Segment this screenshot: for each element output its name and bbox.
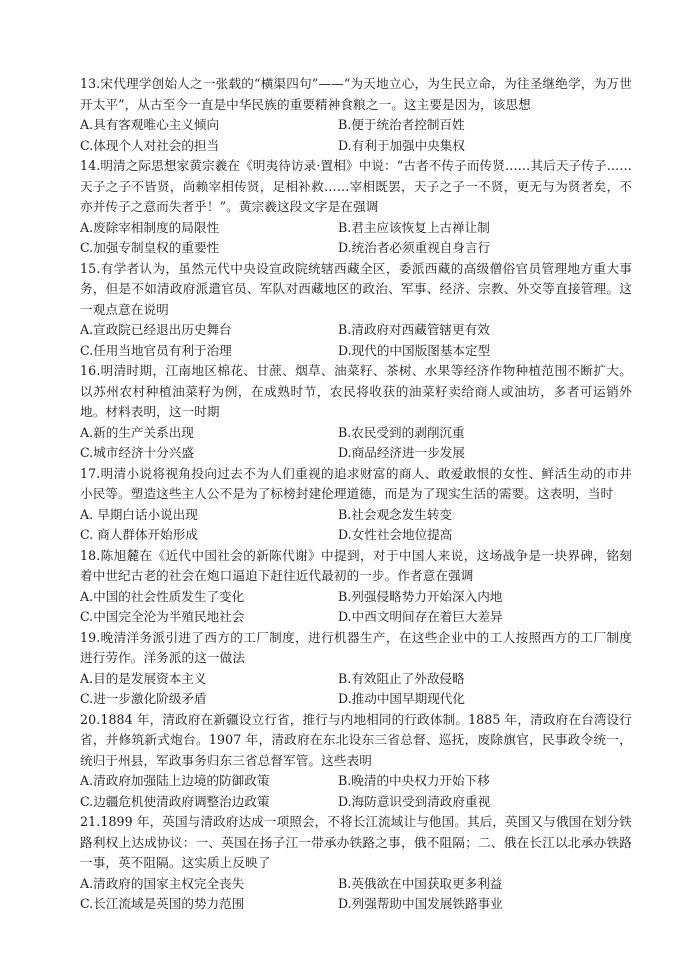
option-c: C.城市经济十分兴盛: [80, 445, 194, 460]
option-a: A.清政府加强陆上边境的防御政策: [80, 773, 270, 788]
option-d: D.统治者必须重视自身言行: [338, 240, 491, 255]
option-c: C.体现个人对社会的担当: [80, 137, 220, 153]
option-c: C.任用当地官员有利于治理: [80, 342, 232, 358]
option-b: B.英俄欲在中国获取更多利益: [338, 875, 503, 891]
option-a: A.中国的社会性质发生了变化: [80, 588, 245, 604]
option-d: D.列强帮助中国发展铁路事业: [338, 896, 503, 911]
question-stem: 19.晚清洋务派引进了西方的工厂制度，进行机器生产，在这些企业中的工人按照西方的工厂制度进行劳作。洋务派的这一做法: [80, 629, 632, 665]
option-a: A.具有客观唯心主义倾向: [80, 117, 220, 132]
options: [80, 115, 632, 156]
option-a: A.清政府的国家主权完全丧失: [80, 875, 245, 891]
option-b: B.有效阻止了外敌侵略: [338, 670, 465, 686]
question-15: [80, 259, 632, 362]
question-stem: 21.1899 年，英国与清政府达成一项照会，不将长江流域让与他国。其后，英国又与俄国在划分铁路利权上达成协议：一、英国在扬子江一带承办铁路之事，俄不阻隔；二、俄在长江以北承办铁路一事，英不阻隔。这实质上反映了: [80, 814, 632, 870]
question-20: [80, 710, 632, 813]
option-a: A. 早期白话小说出现: [80, 506, 198, 522]
question-stem: 14.明清之际思想家黄宗羲在《明夷待访录·置相》中说：“古者不传子而传贤……其后天子传子……天子之子不皆贤，尚赖宰相传贤，足相补救……宰相既罢，天子之子一不贤，更无与为贤者矣，不亦并传子之意而失者乎！”。黄宗羲这段文字是在强调: [80, 158, 632, 214]
question-stem: 18.陈旭麓在《近代中国社会的新陈代谢》中提到，对于中国人来说，这场战争是一块界碑，铭刻着中世纪古老的社会在炮口逼迫下赶往近代最初的一步。作者意在强调: [80, 547, 632, 583]
options: [80, 320, 632, 361]
option-d: D.海防意识受到清政府重视: [338, 793, 491, 809]
question-13: [80, 74, 632, 156]
option-c: C.长江流域是英国的势力范围: [80, 896, 245, 911]
question-16: [80, 361, 632, 464]
option-d: D.现代的中国版图基本定型: [338, 342, 491, 358]
question-stem: 15.有学者认为，虽然元代中央设宣政院统辖西藏全区，委派西藏的高级僧俗官员管理地方重大事务，但是不如清政府派遣官员、军队对西藏地区的政治、军事、经济、宗教、外交等直接管理。这一观点意在说明: [80, 260, 632, 317]
options: [80, 218, 632, 259]
option-d: D.中西文明间存在着巨大差异: [338, 609, 503, 624]
options: [80, 423, 632, 464]
options: [80, 669, 632, 710]
options: [80, 505, 632, 546]
question-17: [80, 464, 632, 546]
options: [80, 587, 632, 628]
option-d: D.商品经济进一步发展: [338, 445, 465, 460]
option-b: B.晚清的中央权力开始下移: [338, 773, 490, 788]
question-stem: 20.1884 年，清政府在新疆设立行省，推行与内地相同的行政体制。1885 年，清政府在台湾设行省，并修筑新式炮台。1907 年，清政府在东北设东三省总督、巡抚，废除旗官，民事政令统一，统归于州县，军政事务归东三省总督军管。这些表明: [80, 711, 632, 768]
option-a: A.目的是发展资本主义: [80, 670, 207, 686]
option-d: D.女性社会地位提高: [338, 527, 453, 542]
option-d: D.推动中国早期现代化: [338, 691, 465, 706]
option-a: A.废除宰相制度的局限性: [80, 219, 220, 235]
question-stem: 13.宋代理学创始人之一张载的“横渠四句”——“为天地立心，为生民立命，为往圣继绝学，为万世开太平”，从古至今一直是中华民族的重要精神食粮之一。这主要是因为，该思想: [80, 76, 632, 112]
option-c: C.加强专制皇权的重要性: [80, 240, 220, 255]
option-b: B.农民受到的剥削沉重: [338, 424, 465, 440]
option-b: B.清政府对西藏管辖更有效: [338, 322, 490, 337]
question-21: [80, 812, 632, 915]
option-d: D.有利于加强中央集权: [338, 137, 465, 153]
option-b: B.君主应该恢复上古禅让制: [338, 219, 490, 235]
question-14: [80, 156, 632, 259]
option-b: B.便于统治者控制百姓: [338, 117, 465, 132]
options: [80, 874, 632, 915]
option-a: A.新的生产关系出现: [80, 424, 194, 440]
option-b: B.社会观念发生转变: [338, 506, 453, 522]
options: [80, 771, 632, 812]
option-c: C. 商人群体开始形成: [80, 527, 198, 542]
option-b: B.列强侵略势力开始深入内地: [338, 588, 503, 604]
question-stem: 17.明清小说将视角投向过去不为人们重视的追求财富的商人、敢爱敢恨的女性、鲜活生动的市井小民等。塑造这些主人公不是为了标榜封建伦理道德，而是为了现实生活的需要。这表明，当时: [80, 465, 632, 501]
option-c: C.边疆危机使清政府调整治边政策: [80, 793, 270, 809]
question-stem: 16.明清时期，江南地区棉花、甘蔗、烟草、油菜籽、茶树、水果等经济作物种植范围不断扩大。以苏州农村种植油菜籽为例，在成熟时节，农民将收获的油菜籽卖给商人或油坊，多者可运销外地。材料表明，这一时期: [80, 363, 632, 419]
option-a: A.宣政院已经退出历史舞台: [80, 322, 232, 337]
question-19: [80, 628, 632, 710]
option-c: C.进一步激化阶级矛盾: [80, 691, 207, 706]
option-c: C.中国完全沦为半殖民地社会: [80, 609, 245, 624]
question-18: [80, 546, 632, 628]
